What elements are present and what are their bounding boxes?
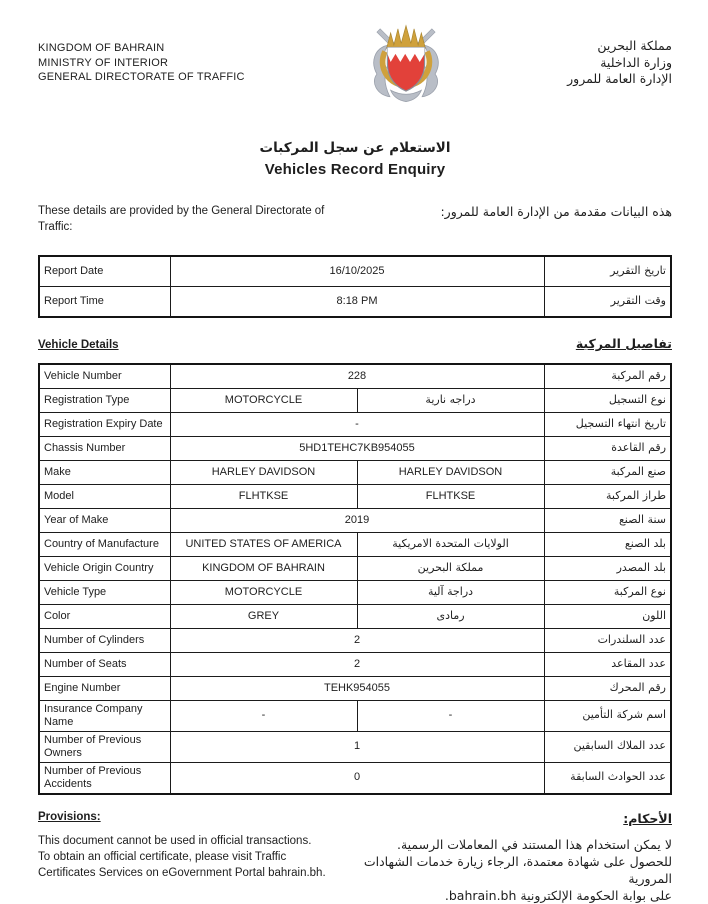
row-value: 0 [170,762,544,793]
row-value-ar: FLHTKSE [357,485,544,509]
table-row [39,581,671,605]
row-value-ar: الولايات المتحدة الامريكية [357,533,544,557]
title-arabic: الاستعلام عن سجل المركبات [259,140,451,156]
intro-row [38,204,672,235]
table-row [39,701,671,732]
vehicle-details-heading-row [38,336,672,351]
row-label-ar: بلد المصدر [544,557,671,581]
row-label-en: Registration Expiry Date [39,413,170,437]
vehicle-table-body [39,364,671,794]
text-line: GENERAL DIRECTORATE OF TRAFFIC [38,71,245,83]
row-label-ar: صنع المركبة [544,461,671,485]
row-label-ar: تاريخ انتهاء التسجيل [544,413,671,437]
text-line: Certificates Services on eGovernment Portal bahrain.bh. [38,866,326,879]
row-label-ar: عدد المقاعد [544,653,671,677]
table-row [39,533,671,557]
table-row [39,653,671,677]
row-label-en: Vehicle Number [39,364,170,389]
row-value: 2 [170,653,544,677]
row-label-en: Engine Number [39,677,170,701]
row-label-en: Number of Seats [39,653,170,677]
row-label-en: Report Date [39,256,170,287]
table-row [39,731,671,762]
text-line: الإدارة العامة للمرور [567,71,672,86]
bahrain-coat-of-arms-icon [365,24,447,108]
row-label-ar: اسم شركة التأمين [544,701,671,732]
row-value-en: HARLEY DAVIDSON [170,461,357,485]
row-label-en: Insurance Company Name [39,701,170,732]
row-label-en: Number of Previous Owners [39,731,170,762]
provisions-section [38,811,672,904]
row-label-ar: تاريخ التقرير [544,256,671,287]
text-line: To obtain an official certificate, please visit Traffic [38,850,287,863]
row-value: 16/10/2025 [170,256,544,287]
table-row [39,364,671,389]
row-value-ar: دراجة آلية [357,581,544,605]
row-label-ar: عدد الملاك السابقين [544,731,671,762]
row-label-ar: اللون [544,605,671,629]
row-value-en: KINGDOM OF BAHRAIN [170,557,357,581]
text-line: مملكة البحرين [597,38,672,53]
row-label-en: Make [39,461,170,485]
text-line: KINGDOM OF BAHRAIN [38,42,165,54]
text-line: للحصول على شهادة معتمدة، الرجاء زيارة خدمات الشهادات المرورية [363,853,672,886]
row-value: 228 [170,364,544,389]
provisions-heading-en: Provisions: [38,810,101,823]
row-value-ar: مملكة البحرين [357,557,544,581]
row-label-en: Vehicle Type [39,581,170,605]
table-row [39,413,671,437]
provisions-text-ar [342,836,672,904]
row-label-ar: وقت التقرير [544,287,671,318]
row-label-ar: نوع المركبة [544,581,671,605]
table-row [39,629,671,653]
row-label-en: Chassis Number [39,437,170,461]
row-label-en: Report Time [39,287,170,318]
intro-arabic: هذه البيانات مقدمة من الإدارة العامة للمرور: [440,204,672,219]
provisions-text-en [38,833,326,881]
table-row [39,437,671,461]
row-value: 2019 [170,509,544,533]
row-value: 2 [170,629,544,653]
intro-english: These details are provided by the General Directorate of Traffic: [38,205,325,233]
table-row [39,287,671,318]
document-title [38,140,672,178]
row-value-en: FLHTKSE [170,485,357,509]
vehicle-details-heading-ar: تفاصيل المركبة [575,336,672,351]
document-header [38,38,672,108]
text-line: MINISTRY OF INTERIOR [38,56,169,69]
table-row [39,461,671,485]
row-label-en: Vehicle Origin Country [39,557,170,581]
provisions-heading-ar: الأحكام: [623,810,672,826]
row-value: TEHK954055 [170,677,544,701]
row-value-en: MOTORCYCLE [170,389,357,413]
row-value-en: UNITED STATES OF AMERICA [170,533,357,557]
title-english: Vehicles Record Enquiry [264,161,446,178]
row-label-ar: سنة الصنع [544,509,671,533]
table-row [39,677,671,701]
row-label-ar: عدد الحوادث السابقة [544,762,671,793]
row-label-ar: طراز المركبة [544,485,671,509]
provisions-arabic-column [342,811,672,904]
row-label-ar: عدد السلندرات [544,629,671,653]
row-value: 8:18 PM [170,287,544,318]
row-value: 1 [170,731,544,762]
row-label-ar: بلد الصنع [544,533,671,557]
row-label-en: Color [39,605,170,629]
row-label-ar: رقم المركبة [544,364,671,389]
table-row [39,256,671,287]
row-value-en: GREY [170,605,357,629]
text-line: This document cannot be used in official transactions. [38,834,312,847]
row-label-ar: رقم المحرك [544,677,671,701]
provisions-english-column [38,811,326,881]
text-line: لا يمكن استخدام هذا المستند في المعاملات الرسمية. [396,836,672,852]
text-line: وزارة الداخلية [600,54,672,70]
row-value-ar: - [357,701,544,732]
row-label-en: Number of Previous Accidents [39,762,170,793]
table-row [39,389,671,413]
row-value-ar: رمادى [357,605,544,629]
table-row [39,762,671,793]
row-value: 5HD1TEHC7KB954055 [170,437,544,461]
row-label-en: Model [39,485,170,509]
row-value-ar: HARLEY DAVIDSON [357,461,544,485]
table-row [39,605,671,629]
row-label-ar: رقم القاعدة [544,437,671,461]
table-row [39,557,671,581]
row-label-en: Number of Cylinders [39,629,170,653]
row-label-en: Year of Make [39,509,170,533]
row-value: - [170,413,544,437]
vehicle-details-heading-en: Vehicle Details [38,339,119,351]
table-row [39,485,671,509]
row-label-en: Country of Manufacture [39,533,170,557]
text-line: على بوابة الحكومة الإلكترونية bahrain.bh. [444,887,672,903]
header-english-block [38,38,245,85]
row-value-en: MOTORCYCLE [170,581,357,605]
row-label-en: Registration Type [39,389,170,413]
report-table [38,255,672,318]
row-value-en: - [170,701,357,732]
vehicle-details-table [38,363,672,795]
header-arabic-block [567,38,672,88]
row-label-ar: نوع التسجيل [544,389,671,413]
report-table-body [39,256,671,317]
table-row [39,509,671,533]
row-value-ar: دراجه نارية [357,389,544,413]
